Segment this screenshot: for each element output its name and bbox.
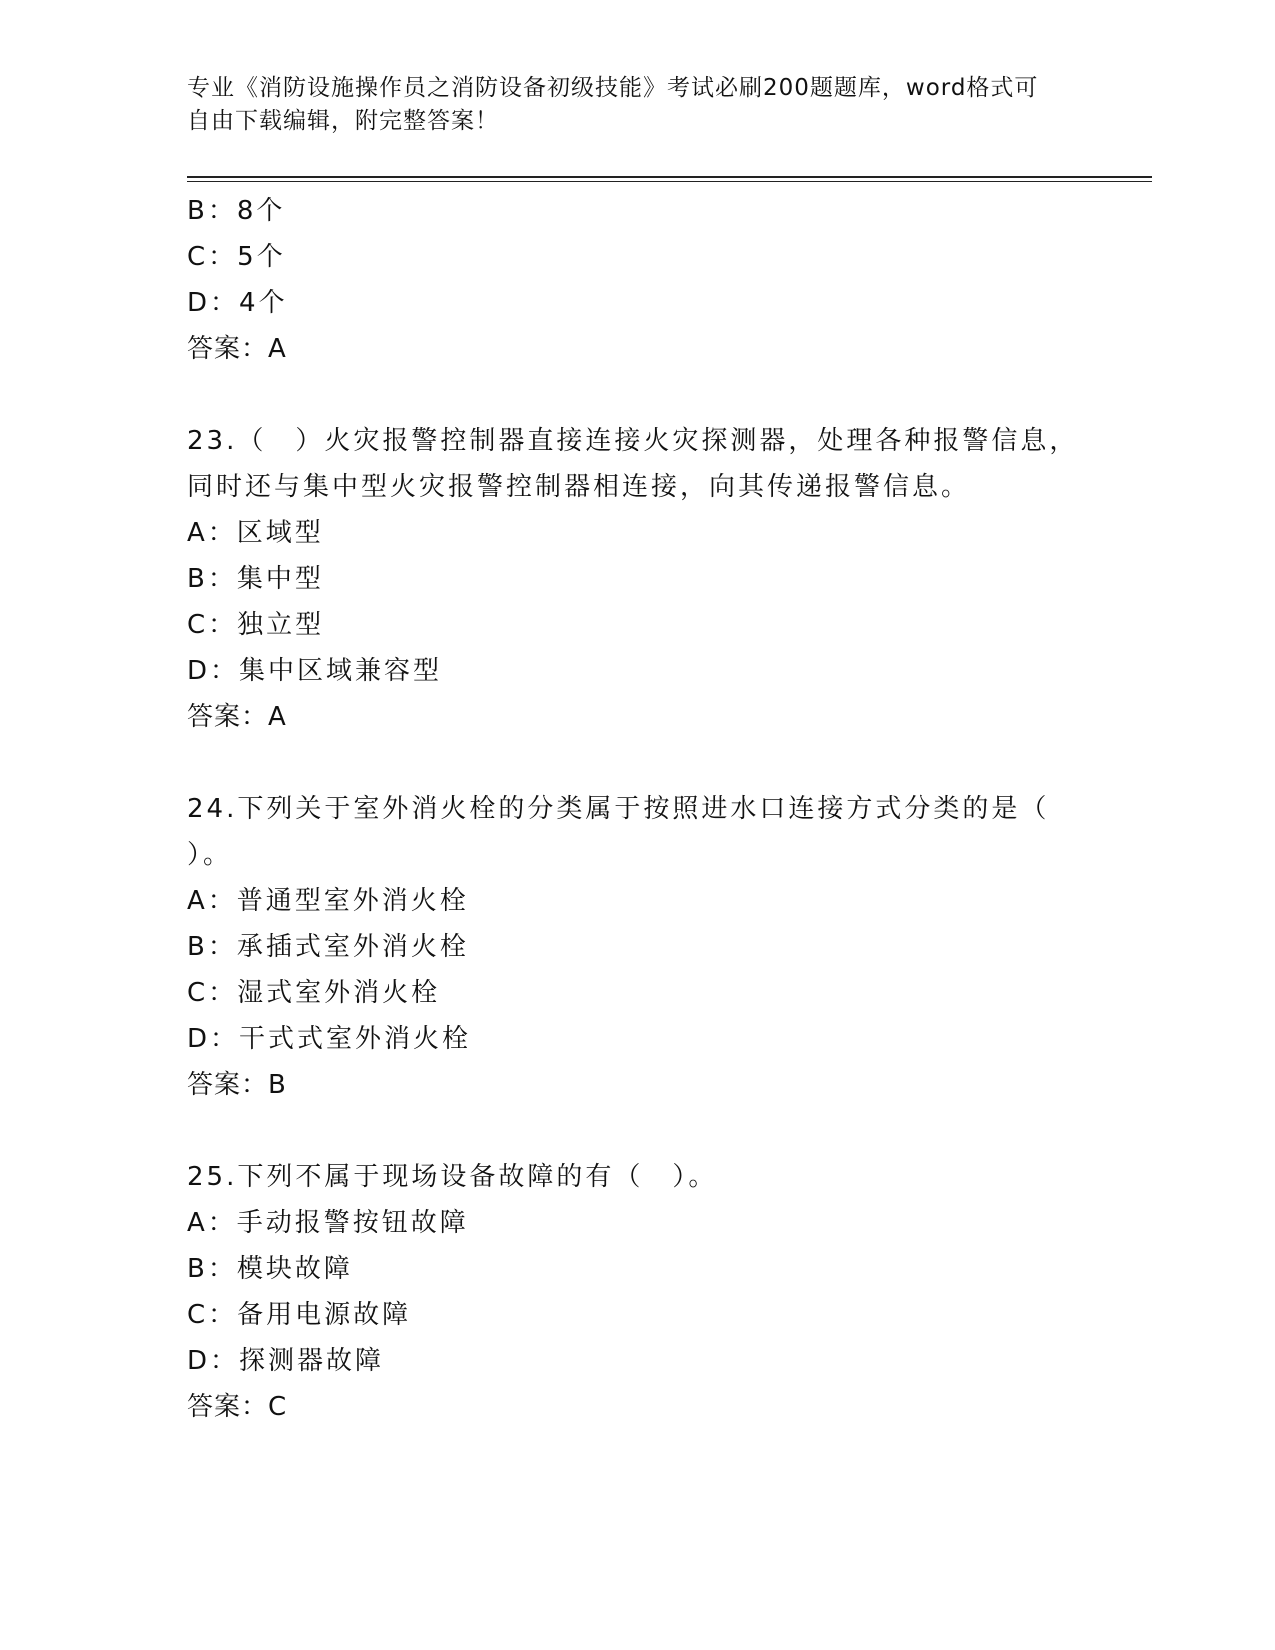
answer-line: 答案：B (187, 1070, 287, 1100)
option-c: C：独立型 (187, 610, 325, 640)
question-text-cont: 同时还与集中型火灾报警控制器相连接，向其传递报警信息。 (187, 472, 971, 502)
question-text: 23.（ ）火灾报警控制器直接连接火灾探测器，处理各种报警信息， (187, 426, 1079, 456)
question-text: 25.下列不属于现场设备故障的有（ ）。 (187, 1162, 718, 1192)
answer-line: 答案：A (187, 334, 287, 364)
option-a: A：区域型 (187, 518, 324, 548)
question-24 (187, 786, 1087, 1108)
spacer (187, 740, 1087, 786)
header-rule-thick (187, 176, 1152, 178)
header-line-1: 专业《消防设施操作员之消防设备初级技能》考试必刷200题题库，word格式可 (187, 75, 1039, 101)
question-text-cont: ）。 (187, 840, 233, 870)
option-a: A：手动报警按钮故障 (187, 1208, 469, 1238)
option-b: B：集中型 (187, 564, 324, 594)
spacer (187, 372, 1087, 418)
spacer (187, 1108, 1087, 1154)
option-b: B：8个 (187, 196, 286, 226)
option-d: D：干式式室外消火栓 (187, 1024, 472, 1054)
option-d: D：集中区域兼容型 (187, 656, 443, 686)
answer-line: 答案：C (187, 1392, 288, 1422)
question-22-tail (187, 188, 1087, 372)
answer-line: 答案：A (187, 702, 287, 732)
question-23 (187, 418, 1087, 740)
option-d: D：探测器故障 (187, 1346, 385, 1376)
header-rule-thin (187, 181, 1152, 182)
header-line-2: 自由下载编辑，附完整答案！ (187, 108, 499, 134)
question-25 (187, 1154, 1087, 1430)
option-d: D：4个 (187, 288, 288, 318)
option-c: C：湿式室外消火栓 (187, 978, 441, 1008)
option-a: A：普通型室外消火栓 (187, 886, 469, 916)
option-b: B：承插式室外消火栓 (187, 932, 469, 962)
option-c: C：5个 (187, 242, 286, 272)
option-b: B：模块故障 (187, 1254, 353, 1284)
option-c: C：备用电源故障 (187, 1300, 412, 1330)
document-header (187, 72, 1067, 138)
question-list (187, 188, 1087, 1430)
question-text: 24.下列关于室外消火栓的分类属于按照进水口连接方式分类的是（ (187, 794, 1050, 824)
